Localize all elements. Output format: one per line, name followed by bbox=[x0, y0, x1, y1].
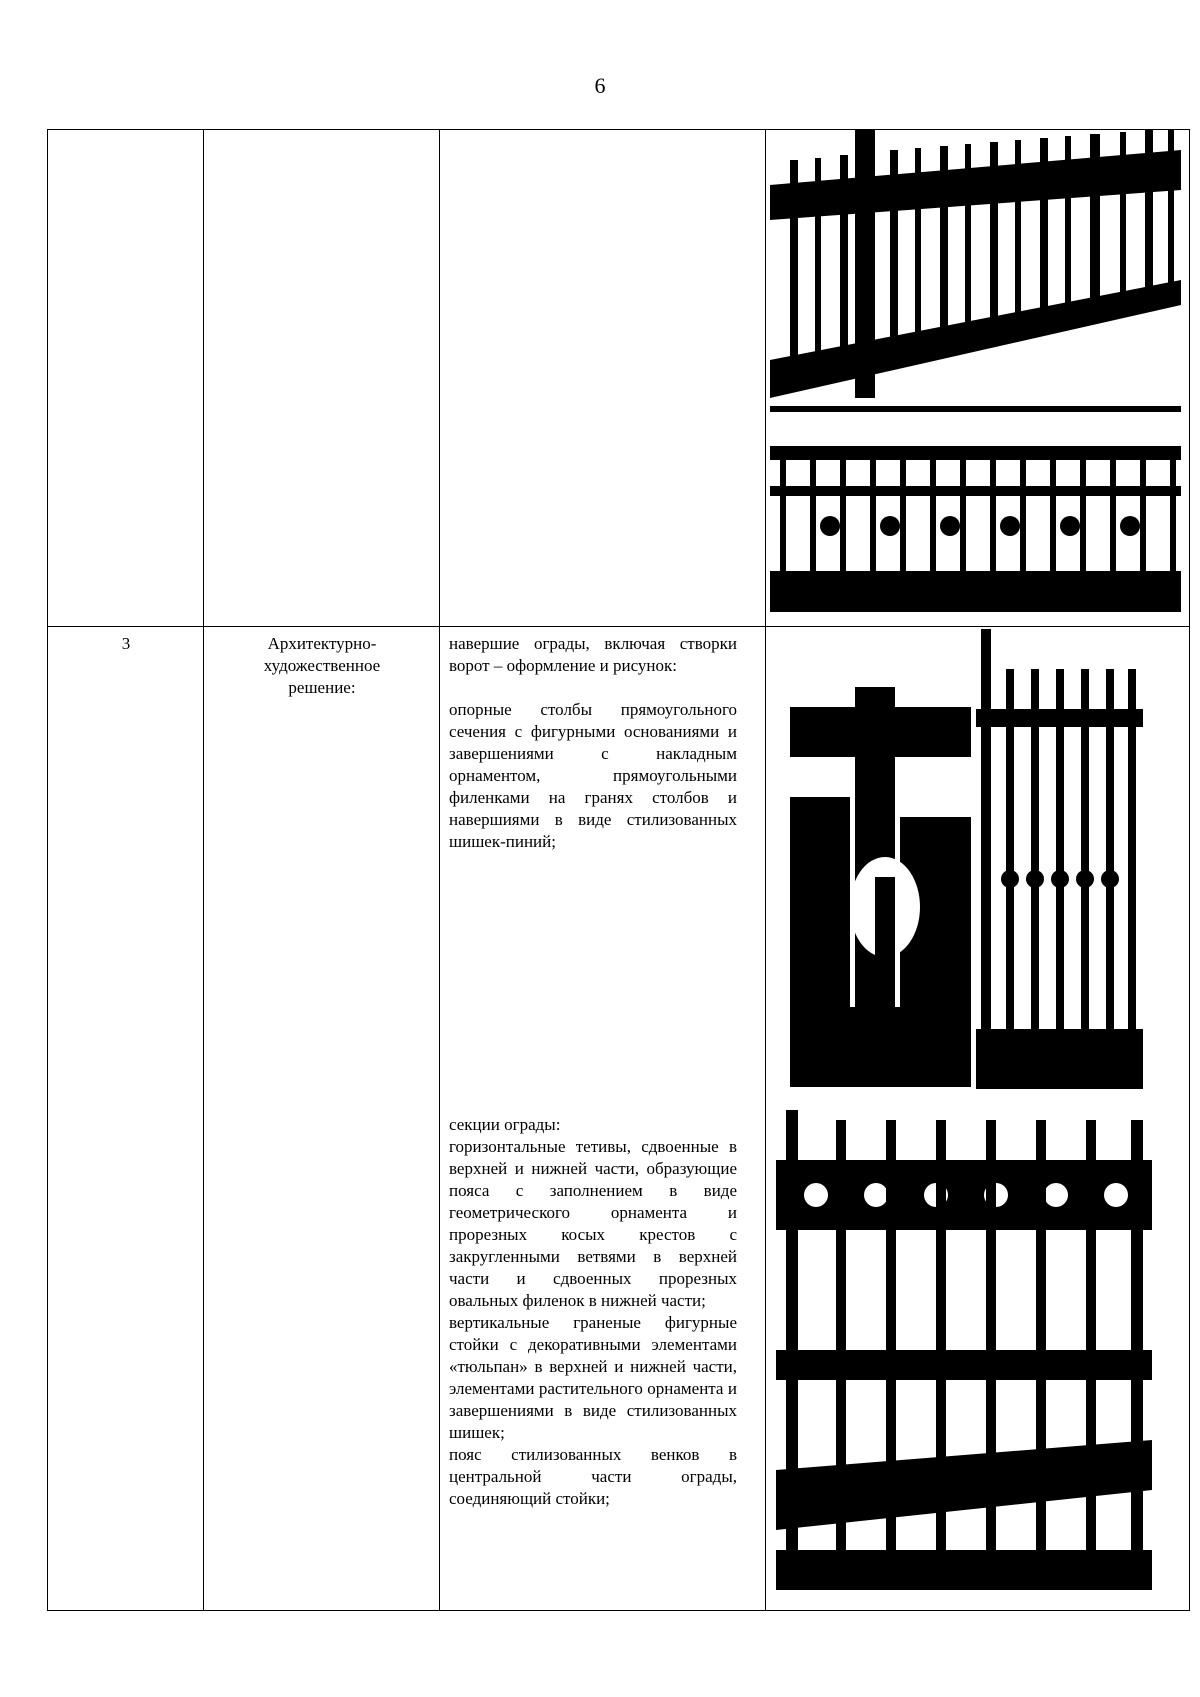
top-description bbox=[440, 633, 746, 853]
fence-photo-icon bbox=[776, 1110, 1152, 1590]
sections-text-2: вертикальные граненые фигурные стойки с декоративными элементами «тюльпан» в верхней и нижней части, элементами растительного орнамента и завершениями в виде стилизованных шишек; bbox=[449, 1313, 737, 1442]
fence-photo-icon bbox=[976, 629, 1143, 1089]
column-divider bbox=[765, 130, 766, 1610]
row-category: Архитектурно-художественное решение: bbox=[263, 634, 381, 697]
fence-section-photo bbox=[776, 1110, 1152, 1590]
pillars-description: опорные столбы прямоугольного сечения с фигурными основаниями и завершениями с накладным орнаментом, прямоугольными филенками на гранях столбов и навершиями в виде стилизованных шишек-пиний; bbox=[449, 700, 737, 851]
sections-title: секции ограды: bbox=[449, 1115, 561, 1134]
fence-photo-icon bbox=[770, 130, 1181, 398]
fence-photo-2 bbox=[770, 406, 1181, 612]
fence-photo-1 bbox=[770, 130, 1181, 398]
gate-pillar-photo bbox=[790, 647, 971, 1087]
monument-table bbox=[47, 129, 1190, 1611]
fence-closeup-photo bbox=[976, 629, 1143, 1089]
pillar-photo-icon bbox=[790, 647, 971, 1087]
fence-photo-icon bbox=[770, 406, 1181, 612]
row-divider bbox=[48, 626, 1189, 627]
sections-text-3: пояс стилизованных венков в центральной части ограды, соединяющий стойки; bbox=[449, 1445, 737, 1508]
sections-text-1: горизонтальные тетивы, сдвоенные в верхней и нижней части, образующие пояса с заполнением в виде геометрического орнамента и прорезных косых крестов с закругленными ветвями в верхней части и сдвоенных прорезных овальных филенок в нижней части; bbox=[449, 1137, 737, 1310]
page-number: 6 bbox=[594, 73, 606, 98]
top-description-intro: навершие ограды, включая створки ворот – оформление и рисунок: bbox=[449, 634, 737, 675]
sections-description bbox=[440, 1114, 746, 1510]
row-number: 3 bbox=[121, 634, 131, 653]
column-divider bbox=[203, 130, 204, 1610]
